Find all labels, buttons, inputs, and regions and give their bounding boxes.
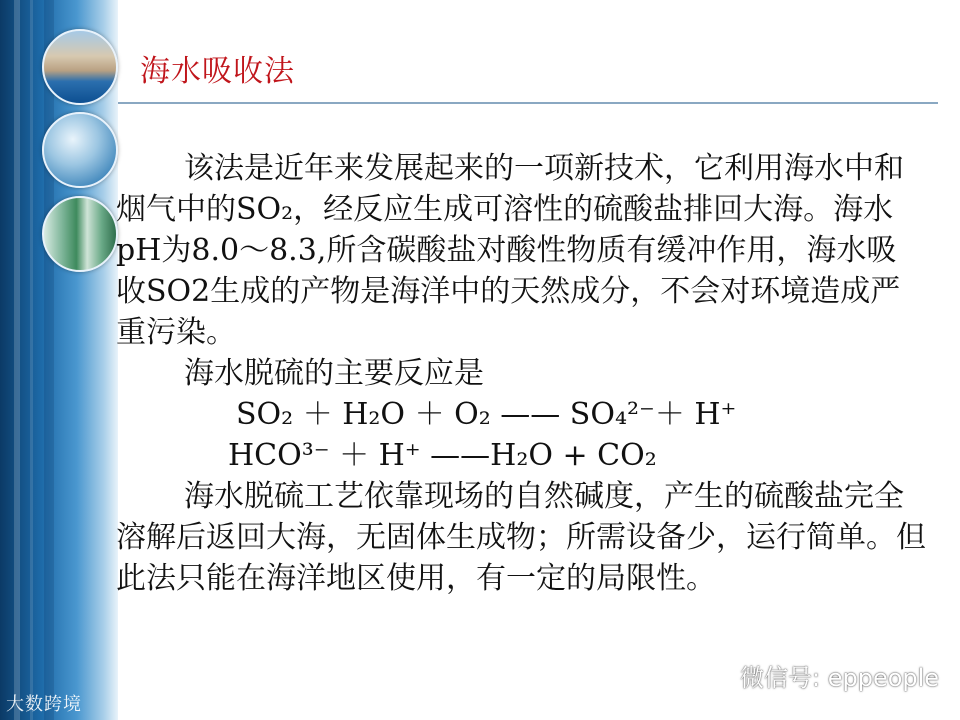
decor-photo-water-pipe bbox=[42, 29, 118, 105]
watermark-left: 大数跨境 bbox=[6, 694, 82, 715]
watermark-right-text: 微信号: eppeople bbox=[740, 664, 940, 692]
sidebar-stripe bbox=[14, 0, 20, 720]
slide-title: 海水吸收法 bbox=[140, 54, 295, 89]
slide-body bbox=[116, 148, 926, 599]
decor-photo-bottles bbox=[42, 196, 118, 272]
title-divider bbox=[118, 102, 938, 104]
wechat-icon bbox=[702, 663, 732, 689]
watermark-right bbox=[702, 658, 939, 693]
equation-1: SO₂ ＋ H₂O ＋ O₂ —— SO₄²⁻＋ H⁺ bbox=[236, 397, 737, 432]
paragraph-summary: 海水脱硫工艺依靠现场的自然碱度，产生的硫酸盐完全溶解后返回大海，无固体生成物；所需设备少，运行简单。但此法只能在海洋地区使用，有一定的局限性。 bbox=[116, 479, 926, 596]
equation-2: HCO³⁻ ＋ H⁺ ——H₂O + CO₂ bbox=[228, 438, 657, 473]
reaction-heading: 海水脱硫的主要反应是 bbox=[184, 356, 484, 391]
sidebar-stripe bbox=[30, 0, 33, 720]
sidebar-stripe bbox=[44, 0, 54, 720]
paragraph-intro: 该法是近年来发展起来的一项新技术，它利用海水中和烟气中的SO₂，经反应生成可溶性的硫酸盐排回大海。海水pH为8.0～8.3,所含碳酸盐对酸性物质有缓冲作用，海水吸收SO2生成的产物是海洋中的天然成分，不会对环境造成严重污染。 bbox=[116, 151, 904, 350]
decor-photo-pipes bbox=[42, 112, 118, 188]
sidebar-decoration bbox=[0, 0, 118, 720]
